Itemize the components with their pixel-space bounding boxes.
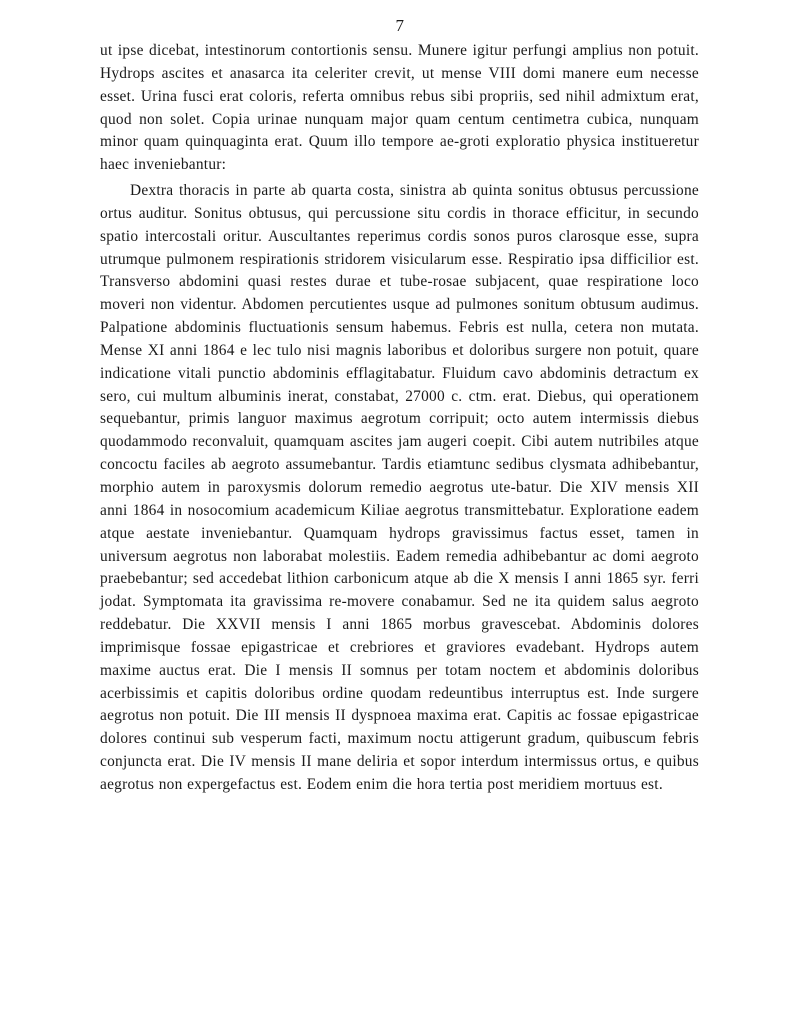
paragraph-2-text: Dextra thoracis in parte ab quarta costa, sinistra ab quinta sonitus obtusus percussione ortus auditur. Sonitus obtusus, qui percussione situ cordis in thorace efficitur, in secundo spatio intercostali oritur. Auscultantes reperimus cordis sonos puros clarosque esse, supra utrumque pulmonem respirationis stridorem visicularum esse. Respiratio ipsa difficilior est. Transverso abdomini quasi restes durae et tube-rosae subjacent, quae respiratione loco moveri non videntur. Abdomen percutientes usque ad pulmones sonitum obtusum audimus. Palpatione abdominis fluctuationis sensum habemus. Febris est nulla, cetera non mutata. Mense XI anni 1864 e lec tulo nisi magnis laboribus et doloribus surgere non potuit, quare indicatione vitali punctio abdominis efflagitabatur. Fluidum cavo abdominis detractum ex sero, cui multum albuminis inerat, constabat, 27000 c. ctm. erat. Diebus, qui operationem sequebantur, primis languor maximus aegrotum corripuit; octo autem intermissis diebus quodammodo reconvaluit, quamquam ascites jam augeri coepit. Cibi autem nutribiles atque concoctu faciles ab aegroto assumebantur. Tardis etiamtunc sedibus clysmata adhibebantur, morphio autem in paroxysmis dolorum remedio aegrotus ute-batur. Die XIV mensis XII anni 1864 in nosocomium academicum Kiliae aegrotus transmittebatur. Exploratione eadem atque aestate inveniebantur. Quamquam hydrops gravissimus factus esset, tamen in universum aegrotus non laborabat molestiis. Eadem remedia adhibebantur ac domi aegroto praebebantur; sed accedebat lithion carbonicum atque ab die X mensis I anni 1865 syr. ferri jodat. Symptomata ita gravissima re-movere conabamur. Sed ne ita quidem salus aegroto reddebatur. Die XXVII mensis I anni 1865 morbus gravescebat. Abdominis dolores imprimisque fossae epigastricae et crebriores et graviores evadebant. Hydrops autem maxime auctus erat. Die I mensis II somnus per totam noctem et abdominis doloribus acerbissimis et capitis doloribus ordine quodam redeuntibus interruptus est. Inde surgere aegrotus non potuit. Die III mensis II dyspnoea maxima erat. Capitis ac fossae epigastricae dolores continui sub vesperum facti, maximum noctu attigerunt gradum, quibuscum febris conjuncta erat. Die IV mensis II mane deliria et sopor interdum intermissus ortus, e quibus aegrotus non expergefactus est. Eodem enim die hora tertia post meridiem mortuus est.: [100, 182, 699, 793]
body-paragraph-1: [100, 40, 699, 177]
page-number: 7: [395, 16, 405, 35]
body-paragraph-2: [100, 180, 699, 797]
paragraph-1-text: ut ipse dicebat, intestinorum contortionis sensu. Munere igitur perfungi amplius non potuit. Hydrops ascites et anasarca ita celeriter crevit, ut mense VIII domi manere eum necesse esset. Urina fusci erat coloris, referta omnibus rebus sibi propriis, sed nihil admixtum erat, quod non solet. Copia urinae nunquam major quam centum centimetra cubica, nunquam minor quam quinquaginta erat. Quum illo tempore ae-groti exploratio physica institueretur haec inveniebantur:: [100, 42, 699, 174]
